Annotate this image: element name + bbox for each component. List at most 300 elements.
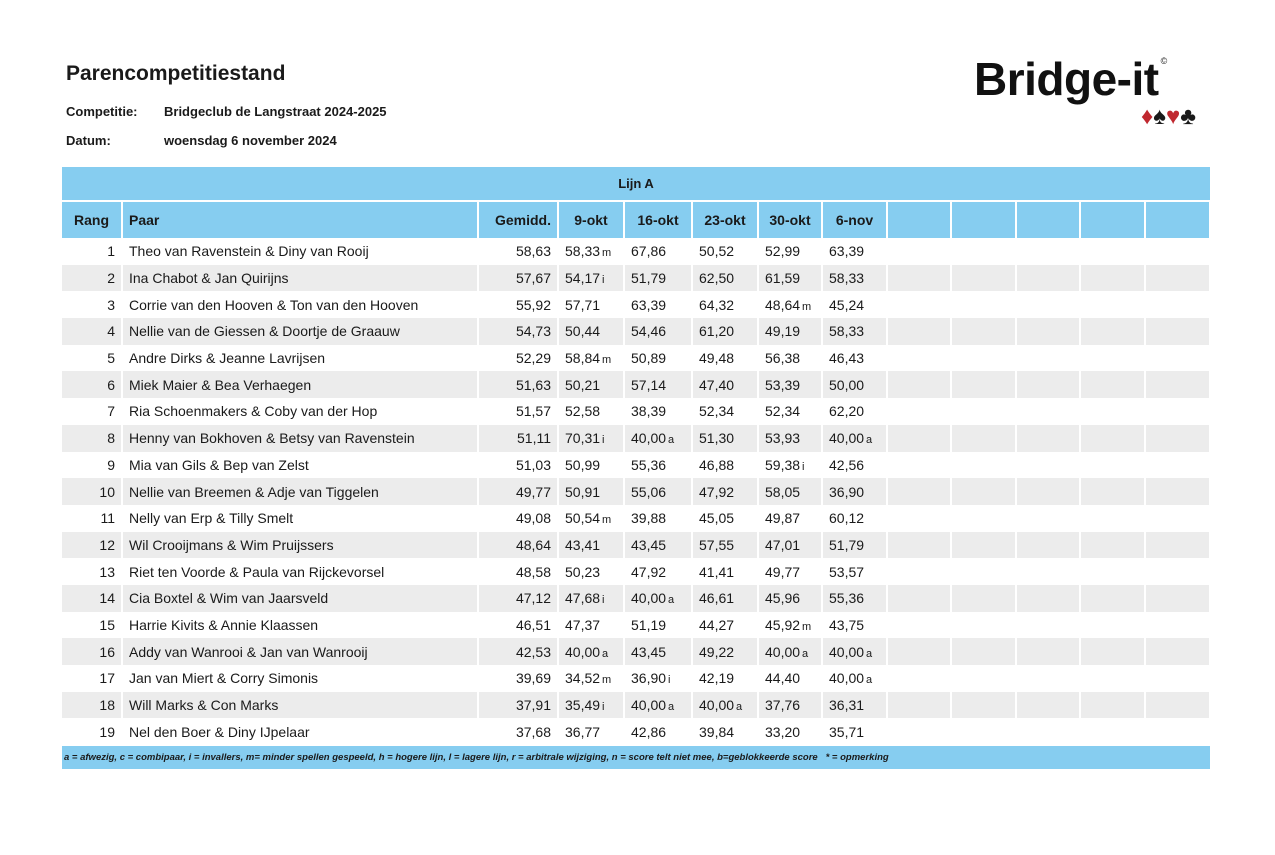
score-value: 63,39: [829, 243, 865, 260]
pair-cell: Theo van Ravenstein & Diny van Rooij: [122, 238, 478, 265]
score-cell: [558, 665, 624, 692]
empty-cell: [1016, 692, 1080, 719]
score-value: 50,23: [565, 563, 601, 580]
score-value: 57,71: [565, 296, 601, 313]
empty-cell: [1080, 318, 1145, 345]
score-flag: a: [802, 647, 809, 660]
empty-cell: [887, 291, 951, 318]
score-value: 42,56: [829, 456, 865, 473]
empty-cell: [1145, 585, 1210, 612]
score-value: 53,57: [829, 563, 865, 580]
pair-cell: Miek Maier & Bea Verhaegen: [122, 371, 478, 398]
score-value: 40,00: [565, 643, 601, 660]
score-cell: [558, 452, 624, 479]
score-value: 58,33: [565, 243, 601, 260]
rank-cell: 12: [62, 532, 122, 559]
score-flag: a: [668, 434, 675, 447]
empty-cell: [887, 425, 951, 452]
empty-cell: [1145, 665, 1210, 692]
empty-cell: [951, 558, 1016, 585]
score-cell: [758, 452, 822, 479]
score-cell: [558, 398, 624, 425]
empty-cell: [887, 638, 951, 665]
column-header-rang: Rang: [62, 202, 122, 238]
empty-cell: [887, 398, 951, 425]
empty-cell: [951, 425, 1016, 452]
score-flag: i: [668, 674, 671, 687]
score-value: 40,00: [631, 697, 667, 714]
rank-cell: 4: [62, 318, 122, 345]
score-value: 44,40: [765, 670, 801, 687]
score-value: 40,00: [829, 430, 865, 447]
score-cell: [558, 558, 624, 585]
score-flag: a: [602, 647, 609, 660]
empty-cell: [1080, 505, 1145, 532]
score-cell: [692, 318, 758, 345]
score-value: 52,34: [699, 403, 735, 420]
column-header-gemidd-: Gemidd.: [478, 202, 558, 238]
datum-row: [66, 133, 337, 148]
empty-cell: [1016, 345, 1080, 372]
average-cell: 46,51: [478, 612, 558, 639]
score-cell: [692, 612, 758, 639]
table-row: [62, 532, 1210, 559]
rank-cell: 11: [62, 505, 122, 532]
score-value: 51,79: [829, 536, 865, 553]
score-flag: a: [668, 594, 675, 607]
column-header-empty-12: [1145, 202, 1210, 238]
score-value: 60,12: [829, 510, 865, 527]
score-value: 55,36: [631, 456, 667, 473]
pair-cell: Addy van Wanrooi & Jan van Wanrooij: [122, 638, 478, 665]
score-cell: [624, 398, 692, 425]
score-flag: a: [866, 674, 873, 687]
score-cell: [624, 505, 692, 532]
score-cell: [822, 558, 887, 585]
empty-cell: [1016, 318, 1080, 345]
average-cell: 58,63: [478, 238, 558, 265]
score-value: 55,36: [829, 590, 865, 607]
score-cell: [624, 265, 692, 292]
score-cell: [822, 238, 887, 265]
average-cell: 37,91: [478, 692, 558, 719]
score-value: 55,06: [631, 483, 667, 500]
score-value: 61,59: [765, 270, 801, 287]
average-cell: 37,68: [478, 718, 558, 745]
score-value: 47,92: [631, 563, 667, 580]
table-row: [62, 291, 1210, 318]
score-value: 50,21: [565, 376, 601, 393]
score-flag: i: [602, 594, 605, 607]
score-value: 49,87: [765, 510, 801, 527]
score-cell: [692, 452, 758, 479]
empty-cell: [1145, 398, 1210, 425]
empty-cell: [1080, 398, 1145, 425]
empty-cell: [887, 558, 951, 585]
empty-cell: [1080, 371, 1145, 398]
average-cell: 49,77: [478, 478, 558, 505]
score-cell: [558, 425, 624, 452]
table-row: [62, 265, 1210, 292]
empty-cell: [887, 318, 951, 345]
score-value: 61,20: [699, 323, 735, 340]
logo-wordmark: Bridge-it: [974, 53, 1159, 105]
table-row: [62, 478, 1210, 505]
average-cell: 48,64: [478, 532, 558, 559]
column-header-empty-9: [951, 202, 1016, 238]
score-flag: m: [602, 354, 612, 367]
rank-cell: 14: [62, 585, 122, 612]
empty-cell: [1080, 612, 1145, 639]
empty-cell: [1145, 505, 1210, 532]
score-cell: [692, 718, 758, 745]
empty-cell: [1016, 532, 1080, 559]
empty-cell: [1016, 238, 1080, 265]
competitie-value: Bridgeclub de Langstraat 2024-2025: [164, 104, 387, 119]
score-cell: [758, 398, 822, 425]
score-cell: [692, 532, 758, 559]
score-value: 47,68: [565, 590, 601, 607]
empty-cell: [1016, 398, 1080, 425]
average-cell: 51,57: [478, 398, 558, 425]
score-value: 51,19: [631, 616, 667, 633]
pair-cell: Riet ten Voorde & Paula van Rijckevorsel: [122, 558, 478, 585]
empty-cell: [1080, 638, 1145, 665]
rank-cell: 7: [62, 398, 122, 425]
score-cell: [558, 291, 624, 318]
rank-cell: 18: [62, 692, 122, 719]
score-value: 45,24: [829, 296, 865, 313]
score-value: 34,52: [565, 670, 601, 687]
empty-cell: [951, 265, 1016, 292]
score-cell: [692, 398, 758, 425]
score-value: 58,05: [765, 483, 801, 500]
score-value: 49,19: [765, 323, 801, 340]
table-row: [62, 665, 1210, 692]
table-row: [62, 371, 1210, 398]
score-cell: [758, 505, 822, 532]
empty-cell: [1016, 452, 1080, 479]
score-value: 50,00: [829, 376, 865, 393]
competitie-label: Competitie:: [66, 104, 138, 119]
score-value: 33,20: [765, 723, 801, 740]
score-value: 63,39: [631, 296, 667, 313]
score-value: 36,77: [565, 723, 601, 740]
score-cell: [624, 371, 692, 398]
spade-icon: ♠: [1153, 103, 1166, 130]
average-cell: 49,08: [478, 505, 558, 532]
score-cell: [624, 238, 692, 265]
empty-cell: [887, 478, 951, 505]
score-value: 45,05: [699, 510, 735, 527]
score-flag: m: [602, 247, 612, 260]
legend-bar: a = afwezig, c = combipaar, i = invallers, m= minder spellen gespeeld, h = hogere lijn, l = lagere lijn, r = arbitrale wijziging, n = score telt niet mee, b=geblokkeerde score * = opmerking: [62, 746, 1210, 769]
score-cell: [624, 718, 692, 745]
score-cell: [558, 532, 624, 559]
copyright-icon: ©: [1160, 56, 1168, 66]
score-cell: [558, 318, 624, 345]
pair-cell: Corrie van den Hooven & Ton van den Hooven: [122, 291, 478, 318]
score-value: 50,89: [631, 350, 667, 367]
empty-cell: [1016, 718, 1080, 745]
score-cell: [822, 265, 887, 292]
score-value: 45,96: [765, 590, 801, 607]
empty-cell: [951, 665, 1016, 692]
score-cell: [558, 638, 624, 665]
empty-cell: [1145, 265, 1210, 292]
empty-cell: [1145, 345, 1210, 372]
average-cell: 51,03: [478, 452, 558, 479]
empty-cell: [887, 371, 951, 398]
average-cell: 52,29: [478, 345, 558, 372]
score-cell: [758, 318, 822, 345]
score-flag: i: [602, 434, 605, 447]
score-cell: [692, 371, 758, 398]
score-cell: [692, 425, 758, 452]
score-cell: [624, 558, 692, 585]
table-row: [62, 398, 1210, 425]
empty-cell: [1080, 532, 1145, 559]
score-cell: [758, 238, 822, 265]
empty-cell: [1080, 585, 1145, 612]
average-cell: 51,63: [478, 371, 558, 398]
score-cell: [624, 452, 692, 479]
average-cell: 51,11: [478, 425, 558, 452]
score-cell: [692, 558, 758, 585]
score-cell: [758, 558, 822, 585]
rank-cell: 15: [62, 612, 122, 639]
score-cell: [758, 265, 822, 292]
score-value: 35,71: [829, 723, 865, 740]
score-value: 38,39: [631, 403, 667, 420]
score-value: 44,27: [699, 616, 735, 633]
score-cell: [758, 532, 822, 559]
score-value: 39,84: [699, 723, 735, 740]
score-cell: [822, 612, 887, 639]
empty-cell: [1016, 505, 1080, 532]
score-value: 49,48: [699, 350, 735, 367]
empty-cell: [1016, 291, 1080, 318]
score-flag: m: [602, 514, 612, 527]
pair-cell: Cia Boxtel & Wim van Jaarsveld: [122, 585, 478, 612]
table-row: [62, 425, 1210, 452]
logo-wordline: [974, 54, 1210, 104]
column-header-empty-11: [1080, 202, 1145, 238]
empty-cell: [887, 265, 951, 292]
empty-cell: [1080, 345, 1145, 372]
bridge-it-logo: [974, 54, 1210, 130]
empty-cell: [1145, 612, 1210, 639]
score-cell: [558, 718, 624, 745]
score-value: 46,43: [829, 350, 865, 367]
empty-cell: [1145, 452, 1210, 479]
average-cell: 54,73: [478, 318, 558, 345]
pair-cell: Henny van Bokhoven & Betsy van Ravenstein: [122, 425, 478, 452]
empty-cell: [1080, 692, 1145, 719]
score-value: 50,99: [565, 456, 601, 473]
score-cell: [822, 532, 887, 559]
score-value: 59,38: [765, 456, 801, 473]
score-cell: [624, 692, 692, 719]
score-cell: [624, 345, 692, 372]
empty-cell: [887, 238, 951, 265]
score-value: 45,92: [765, 616, 801, 633]
pair-cell: Ria Schoenmakers & Coby van der Hop: [122, 398, 478, 425]
score-value: 41,41: [699, 563, 735, 580]
score-value: 51,30: [699, 430, 735, 447]
score-cell: [692, 291, 758, 318]
average-cell: 48,58: [478, 558, 558, 585]
score-cell: [822, 425, 887, 452]
column-header-9-okt: 9-okt: [558, 202, 624, 238]
score-cell: [758, 371, 822, 398]
score-cell: [822, 585, 887, 612]
empty-cell: [1080, 425, 1145, 452]
empty-cell: [951, 371, 1016, 398]
empty-cell: [1080, 291, 1145, 318]
column-header-23-okt: 23-okt: [692, 202, 758, 238]
score-value: 36,90: [631, 670, 667, 687]
score-cell: [692, 692, 758, 719]
score-cell: [822, 718, 887, 745]
score-value: 39,88: [631, 510, 667, 527]
empty-cell: [887, 585, 951, 612]
score-value: 43,45: [631, 643, 667, 660]
empty-cell: [1080, 558, 1145, 585]
score-value: 58,33: [829, 270, 865, 287]
score-cell: [558, 585, 624, 612]
score-value: 58,33: [829, 323, 865, 340]
rank-cell: 6: [62, 371, 122, 398]
empty-cell: [951, 478, 1016, 505]
rank-cell: 1: [62, 238, 122, 265]
empty-cell: [1016, 478, 1080, 505]
empty-cell: [1016, 265, 1080, 292]
score-value: 54,17: [565, 270, 601, 287]
empty-cell: [1016, 638, 1080, 665]
pair-cell: Mia van Gils & Bep van Zelst: [122, 452, 478, 479]
table-row: [62, 638, 1210, 665]
score-cell: [624, 478, 692, 505]
table-row: [62, 718, 1210, 745]
empty-cell: [951, 718, 1016, 745]
pair-cell: Nellie van Breemen & Adje van Tiggelen: [122, 478, 478, 505]
table-row: [62, 585, 1210, 612]
score-cell: [692, 585, 758, 612]
score-cell: [558, 371, 624, 398]
empty-cell: [1145, 558, 1210, 585]
empty-cell: [1145, 478, 1210, 505]
empty-cell: [887, 665, 951, 692]
empty-cell: [951, 638, 1016, 665]
empty-cell: [1145, 638, 1210, 665]
score-cell: [758, 638, 822, 665]
empty-cell: [951, 532, 1016, 559]
empty-cell: [887, 692, 951, 719]
page-title: Parencompetitiestand: [66, 62, 286, 85]
column-header-6-nov: 6-nov: [822, 202, 887, 238]
score-cell: [692, 478, 758, 505]
score-flag: i: [802, 460, 805, 473]
score-cell: [822, 291, 887, 318]
score-value: 51,79: [631, 270, 667, 287]
average-cell: 42,53: [478, 638, 558, 665]
score-cell: [624, 291, 692, 318]
card-suits: [974, 104, 1210, 130]
average-cell: 47,12: [478, 585, 558, 612]
score-cell: [692, 265, 758, 292]
score-cell: [624, 638, 692, 665]
table-row: [62, 345, 1210, 372]
score-cell: [692, 345, 758, 372]
score-value: 50,91: [565, 483, 601, 500]
table-row: [62, 505, 1210, 532]
column-header-30-okt: 30-okt: [758, 202, 822, 238]
score-value: 37,76: [765, 697, 801, 714]
pair-cell: Will Marks & Con Marks: [122, 692, 478, 719]
score-value: 62,20: [829, 403, 865, 420]
score-value: 50,52: [699, 243, 735, 260]
empty-cell: [1016, 665, 1080, 692]
rank-cell: 2: [62, 265, 122, 292]
score-flag: i: [602, 274, 605, 287]
table-row: [62, 318, 1210, 345]
heart-icon: ♥: [1166, 103, 1181, 130]
score-value: 47,92: [699, 483, 735, 500]
score-cell: [624, 665, 692, 692]
pair-cell: Jan van Miert & Corry Simonis: [122, 665, 478, 692]
pair-cell: Nelly van Erp & Tilly Smelt: [122, 505, 478, 532]
score-cell: [822, 452, 887, 479]
score-value: 64,32: [699, 296, 735, 313]
empty-cell: [951, 318, 1016, 345]
score-value: 47,01: [765, 536, 801, 553]
score-value: 62,50: [699, 270, 735, 287]
score-value: 56,38: [765, 350, 801, 367]
empty-cell: [1080, 265, 1145, 292]
score-cell: [822, 665, 887, 692]
empty-cell: [1080, 478, 1145, 505]
average-cell: 57,67: [478, 265, 558, 292]
rank-cell: 3: [62, 291, 122, 318]
score-cell: [758, 478, 822, 505]
club-icon: ♣: [1180, 103, 1196, 130]
score-value: 47,40: [699, 376, 735, 393]
empty-cell: [1145, 692, 1210, 719]
score-cell: [758, 692, 822, 719]
empty-cell: [1016, 425, 1080, 452]
standings-table: [62, 202, 1211, 745]
diamond-icon: ♦: [1141, 103, 1154, 130]
score-cell: [558, 692, 624, 719]
empty-cell: [951, 612, 1016, 639]
score-cell: [624, 612, 692, 639]
datum-label: Datum:: [66, 133, 111, 148]
rank-cell: 19: [62, 718, 122, 745]
score-value: 36,90: [829, 483, 865, 500]
lijn-header: Lijn A: [62, 167, 1210, 200]
score-value: 57,55: [699, 536, 735, 553]
pair-cell: Wil Crooijmans & Wim Pruijssers: [122, 532, 478, 559]
score-cell: [758, 345, 822, 372]
score-value: 40,00: [829, 643, 865, 660]
score-flag: a: [736, 701, 743, 714]
score-flag: i: [602, 701, 605, 714]
pair-cell: Nel den Boer & Diny IJpelaar: [122, 718, 478, 745]
score-value: 70,31: [565, 430, 601, 447]
rank-cell: 16: [62, 638, 122, 665]
score-value: 43,45: [631, 536, 667, 553]
